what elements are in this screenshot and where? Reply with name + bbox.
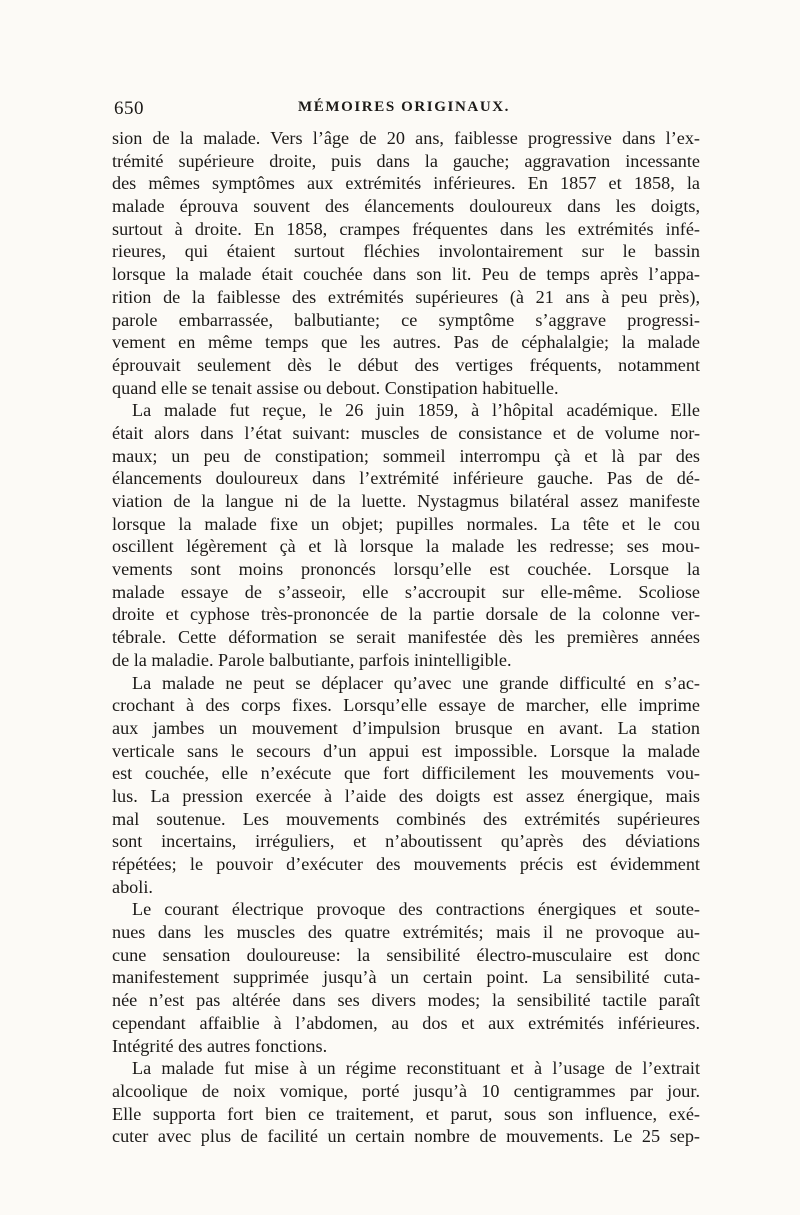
text-line: mal soutenue. Les mouvements combinés des extrémités supérieures xyxy=(112,808,700,829)
text-line: lorsque la malade était couchée dans son lit. Peu de temps après l’appa- xyxy=(112,264,700,285)
text-line: maux; un peu de constipation; sommeil interrompu çà et là par des xyxy=(112,445,700,466)
page-number: 650 xyxy=(114,98,144,119)
text-line: des mêmes symptômes aux extrémités inférieures. En 1857 et 1858, la xyxy=(112,173,700,194)
text-line: oscillent légèrement çà et là lorsque la malade les redresse; ses mou- xyxy=(112,536,700,557)
text-line: éprouvait seulement dès le début des vertiges fréquents, notamment xyxy=(112,354,700,375)
text-line: tébrale. Cette déformation se serait manifestée dès les premières années xyxy=(112,627,700,648)
text-line: malade éprouva souvent des élancements douloureux dans les doigts, xyxy=(112,196,700,217)
text-line: crochant à des corps fixes. Lorsqu’elle essaye de marcher, elle imprime xyxy=(112,695,700,716)
text-line: cuter avec plus de facilité un certain nombre de mouvements. Le 25 sep- xyxy=(112,1126,700,1147)
text-line: sont incertains, irréguliers, et n’aboutissent qu’après des déviations xyxy=(112,831,700,852)
text-line: malade essaye de s’asseoir, elle s’accroupit sur elle-même. Scoliose xyxy=(112,581,700,602)
paragraph xyxy=(112,672,700,899)
text-line: née n’est pas altérée dans ses divers modes; la sensibilité tactile paraît xyxy=(112,990,700,1011)
running-title: MÉMOIRES ORIGINAUX. xyxy=(297,99,511,115)
text-line: aboli. xyxy=(112,876,153,897)
text-line: parole embarrassée, balbutiante; ce symptôme s’aggrave progressi- xyxy=(112,309,700,330)
text-line: Intégrité des autres fonctions. xyxy=(112,1035,328,1056)
text-line: rieures, qui étaient surtout fléchies involontairement sur le bassin xyxy=(112,241,700,262)
text-line: alcoolique de noix vomique, porté jusqu’à 10 centigrammes par jour. xyxy=(112,1080,700,1101)
text-line: de la maladie. Parole balbutiante, parfois inintelligible. xyxy=(112,649,512,670)
text-line: était alors dans l’état suivant: muscles de consistance et de volume nor- xyxy=(112,422,700,443)
text-line: répétées; le pouvoir d’exécuter des mouvements précis est évidemment xyxy=(112,854,700,874)
text-line: verticale sans le secours d’un appui est impossible. Lorsque la malade xyxy=(112,740,700,761)
text-line: vement en même temps que les autres. Pas de céphalalgie; la malade xyxy=(112,332,700,353)
text-line: élancements douloureux dans l’extrémité inférieure gauche. Pas de dé- xyxy=(112,468,700,489)
text-line: cependant affaiblie à l’abdomen, au dos et aux extrémités inférieures. xyxy=(112,1012,700,1033)
paragraph xyxy=(112,127,700,399)
text-line: rition de la faiblesse des extrémités supérieures (à 21 ans à peu près), xyxy=(112,286,700,307)
text-line: Elle supporta fort bien ce traitement, et parut, sous son influence, exé- xyxy=(112,1103,700,1124)
text-line: La malade ne peut se déplacer qu’avec une grande difficulté en s’ac- xyxy=(132,672,700,693)
text-line: lorsque la malade fixe un objet; pupilles normales. La tête et le cou xyxy=(112,513,700,534)
text-line: sion de la malade. Vers l’âge de 20 ans, faiblesse progressive dans l’ex- xyxy=(112,128,700,148)
text-line: lus. La pression exercée à l’aide des doigts est assez énergique, mais xyxy=(112,785,700,806)
text-line: droite et cyphose très-prononcée de la partie dorsale de la colonne ver- xyxy=(112,604,700,625)
text-line: La malade fut mise à un régime reconstituant et à l’usage de l’extrait xyxy=(132,1058,700,1079)
text-line: viation de la langue ni de la luette. Nystagmus bilatéral assez manifeste xyxy=(112,491,700,511)
text-line: aux jambes un mouvement d’impulsion brusque en avant. La station xyxy=(112,717,700,738)
running-head xyxy=(114,98,694,122)
text-line: manifestement supprimée jusqu’à un certain point. La sensibilité cuta- xyxy=(112,967,700,988)
paragraph xyxy=(112,1057,700,1148)
paragraph xyxy=(112,898,700,1057)
text-line: nues dans les muscles des quatre extrémités; mais il ne provoque au- xyxy=(112,922,700,943)
text-line: cune sensation douloureuse: la sensibilité électro-musculaire est donc xyxy=(112,944,700,965)
text-line: surtout à droite. En 1858, crampes fréquentes dans les extrémités infé- xyxy=(112,218,700,239)
text-line: La malade fut reçue, le 26 juin 1859, à l’hôpital académique. Elle xyxy=(132,400,700,421)
paragraph xyxy=(112,399,700,671)
text-line: vements sont moins prononcés lorsqu’elle est couchée. Lorsque la xyxy=(112,559,700,580)
text-line: est couchée, elle n’exécute que fort difficilement les mouvements vou- xyxy=(112,763,700,784)
text-line: trémité supérieure droite, puis dans la gauche; aggravation incessante xyxy=(112,150,700,171)
text-line: quand elle se tenait assise ou debout. Constipation habituelle. xyxy=(112,377,559,398)
text-line: Le courant électrique provoque des contractions énergiques et soute- xyxy=(132,899,700,920)
body-text xyxy=(112,127,700,1148)
